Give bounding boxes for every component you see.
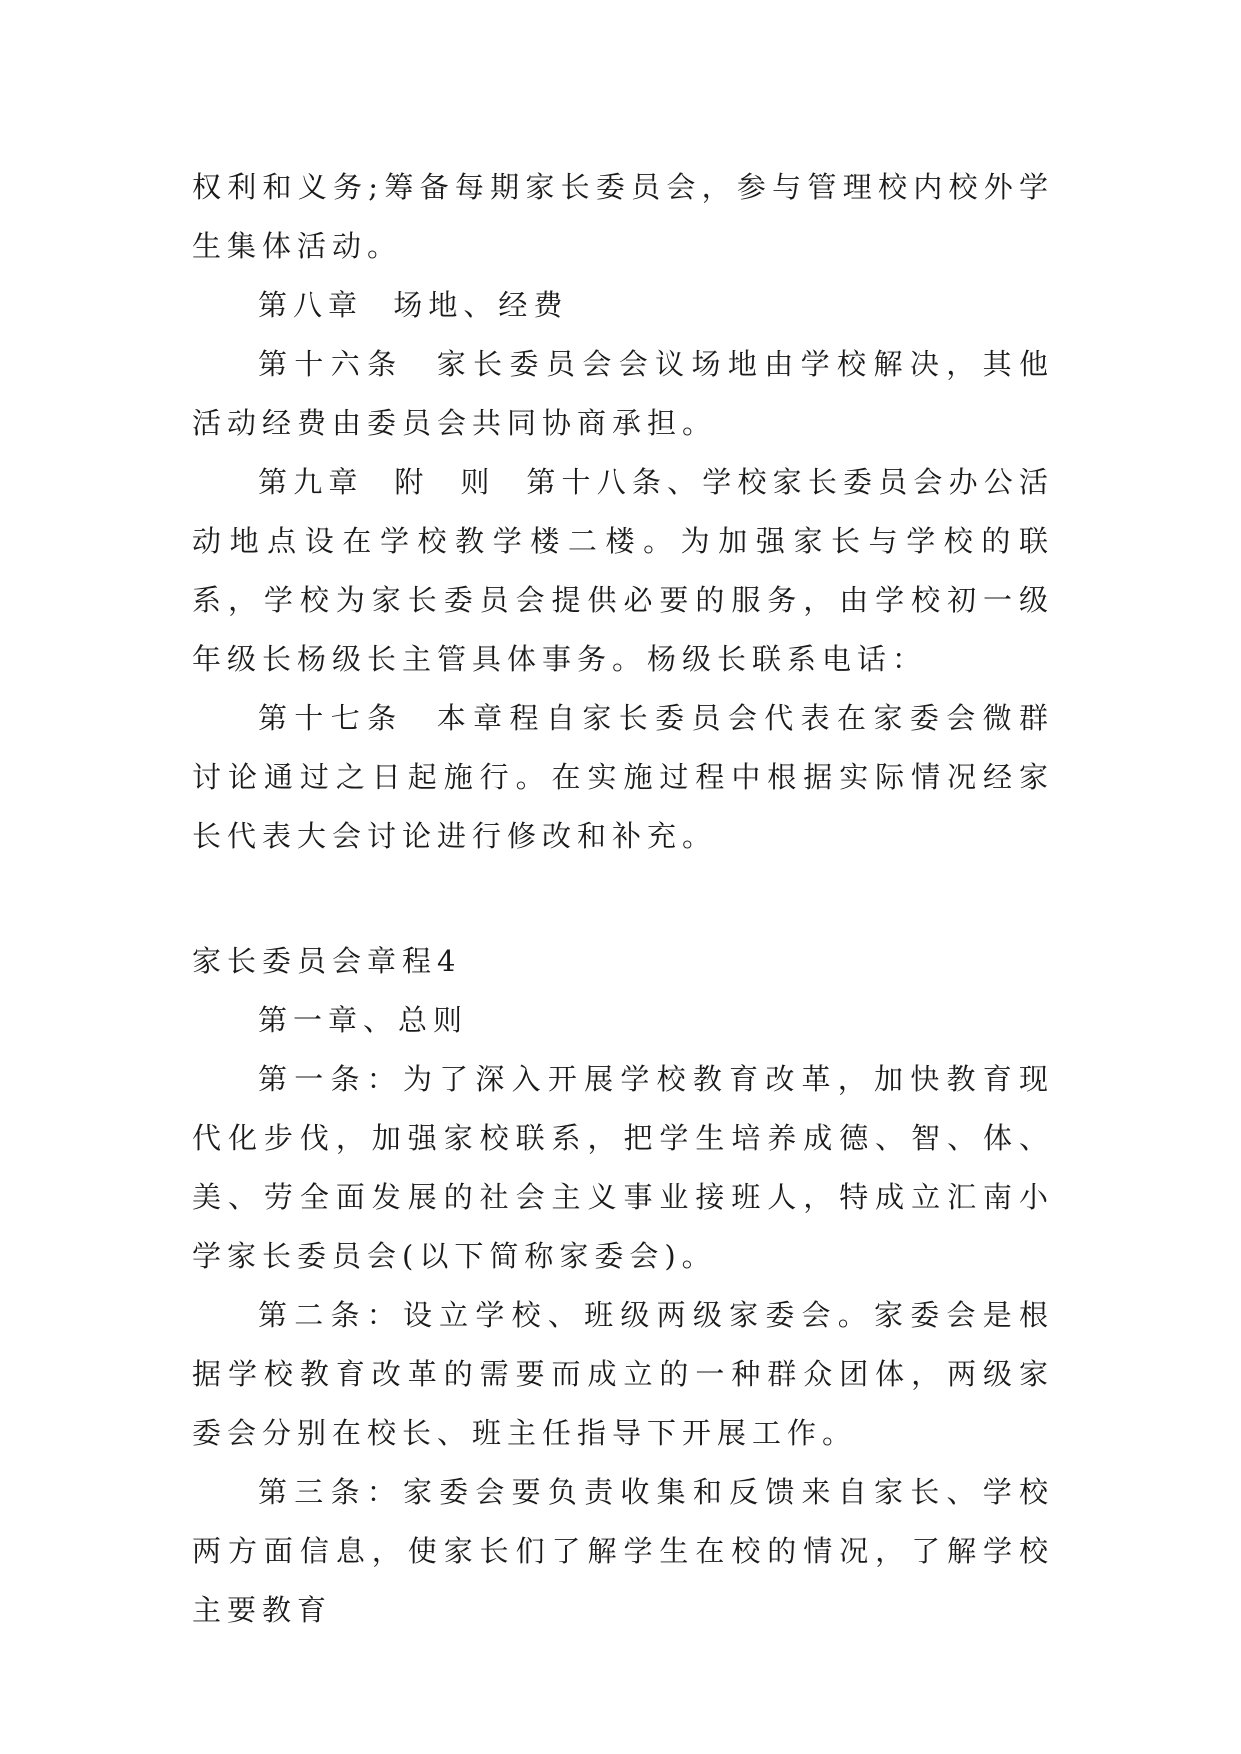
chapter-9-article-18: 第九章 附 则 第十八条、学校家长委员会办公活动地点设在学校教学楼二楼。为加强家长与学校的联系，学校为家长委员会提供必要的服务，由学校初一级年级长杨级长主管具体事务。杨级长联系电话： — [192, 465, 1054, 676]
article-2: 第二条：设立学校、班级两级家委会。家委会是根据学校教育改革的需要而成立的一种群众团体，两级家委会分别在校长、班主任指导下开展工作。 — [192, 1298, 1054, 1450]
article-1: 第一条：为了深入开展学校教育改革，加快教育现代化步伐，加强家校联系，把学生培养成德、智、体、美、劳全面发展的社会主义事业接班人，特成立汇南小学家长委员会(以下简称家委会)。 — [192, 1062, 1054, 1273]
article-17: 第十七条 本章程自家长委员会代表在家委会微群讨论通过之日起施行。在实施过程中根据实际情况经家长代表大会讨论进行修改和补充。 — [192, 701, 1054, 853]
chapter-8-heading: 第八章 场地、经费 — [258, 288, 569, 322]
document-body — [192, 158, 1054, 1640]
section-title: 家长委员会章程4 — [192, 944, 462, 978]
section-spacer — [192, 866, 1054, 932]
chapter-1-heading: 第一章、总则 — [258, 1003, 469, 1037]
article-3: 第三条：家委会要负责收集和反馈来自家长、学校两方面信息，使家长们了解学生在校的情况，了解学校主要教育 — [192, 1475, 1054, 1627]
paragraph-rights-duties: 权利和义务;筹备每期家长委员会，参与管理校内校外学生集体活动。 — [192, 170, 1054, 263]
article-16: 第十六条 家长委员会会议场地由学校解决，其他活动经费由委员会共同协商承担。 — [192, 347, 1054, 440]
